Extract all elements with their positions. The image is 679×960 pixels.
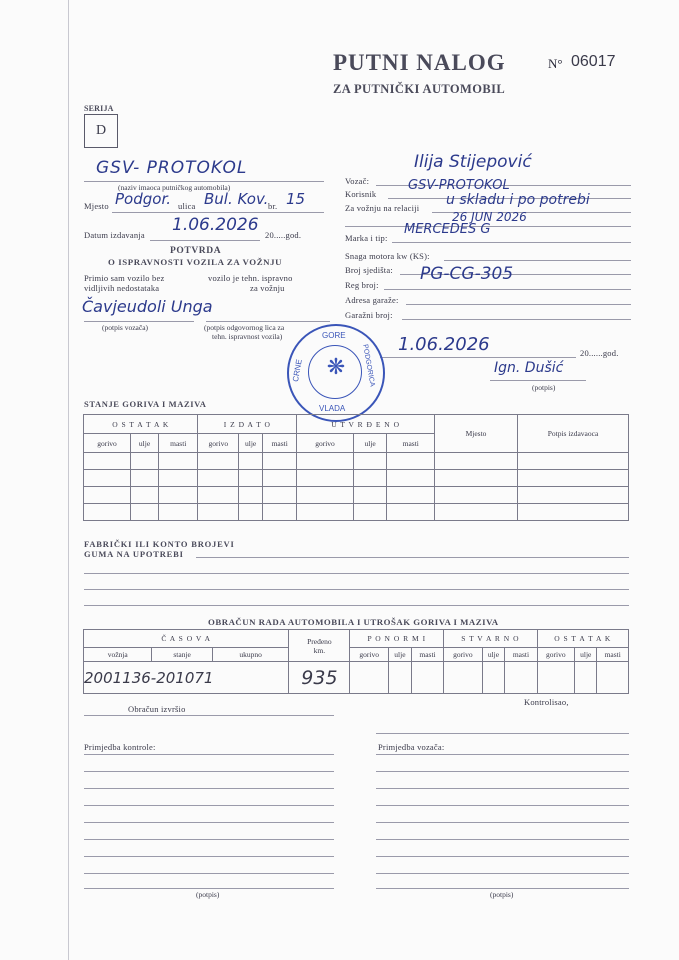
fuel-potpis-header: Potpis izdavaoca [518, 415, 629, 453]
fuel-table [83, 414, 629, 521]
remark-line [84, 822, 334, 823]
calc-stvarno-header: S T V A R N O [444, 630, 537, 648]
issuer-signature: Ign. Dušić [494, 360, 564, 376]
fuel-col-ulje: ulje [131, 434, 159, 453]
primio-text-2: vidljivih nedostataka [84, 283, 160, 293]
vozilo-text-1: vozilo je tehn. ispravno [208, 273, 293, 283]
remark-line [376, 805, 629, 806]
primio-text-1: Primio sam vozilo bez [84, 273, 165, 283]
remark-line [376, 788, 629, 789]
potpis-issuer: (potpis) [532, 383, 556, 392]
korisnik-label: Korisnik [345, 189, 377, 199]
fuel-col-ulje: ulje [353, 434, 387, 453]
tires-title-2: GUMA NA UPOTREBI [84, 549, 184, 559]
stamp-text-top: GORE [322, 331, 346, 340]
official-stamp [287, 324, 385, 422]
potvrda-subtitle: O ISPRAVNOSTI VOZILA ZA VOŽNJU [108, 257, 283, 267]
kontrolisao: Kontrolisao, [524, 697, 569, 707]
reg-label: Reg broj: [345, 280, 379, 290]
calc-col-stanje: stanje [152, 648, 212, 662]
primjedba-vozaca: Primjedba vozača: [378, 742, 445, 752]
stamp-text-right: PODGORICA [361, 343, 376, 388]
fuel-group-ostatak: O S T A T A K [84, 415, 198, 434]
vehicle-owner-caption: (naziv imaoca putničkog automobila) [118, 183, 231, 192]
obracun-izvrsio: Obračun izvršio [128, 704, 186, 714]
calc-km-value: 935 [289, 662, 350, 694]
calc-col-gorivo: gorivo [444, 648, 482, 662]
potpis-odgovornog-1: (potpis odgovornog lica za [204, 323, 285, 332]
fuel-group-utvrdjeno: U T V R Đ E N O [297, 415, 435, 434]
calc-col-ukupno: ukupno [212, 648, 289, 662]
remark-line [376, 771, 629, 772]
fuel-col-masti: masti [159, 434, 198, 453]
calc-col-ulje: ulje [575, 648, 597, 662]
fuel-col-masti: masti [387, 434, 435, 453]
potvrda-title: POTVRDA [170, 246, 222, 256]
remark-line [84, 856, 334, 857]
issue-date: 1.06.2026 [398, 334, 490, 355]
form-subtitle: ZA PUTNIČKI AUTOMOBIL [333, 82, 506, 96]
datum-value: 1.06.2026 [172, 215, 259, 235]
mjesto-label: Mjesto [84, 201, 109, 211]
garazni-label: Garažni broj: [345, 310, 393, 320]
serija-label: SERIJA [84, 104, 114, 113]
form-number: 06017 [571, 53, 616, 70]
calc-col-voznja: vožnja [84, 648, 152, 662]
korisnik-value: GSV-PROTOKOL [408, 178, 510, 193]
br-value: 15 [286, 190, 306, 208]
calc-title: OBRAČUN RADA AUTOMOBILA I UTROŠAK GORIVA I MAZIVA [208, 617, 499, 627]
potpis-kontrole: (potpis) [196, 890, 220, 899]
driver-signature: Čavjeudoli Unga [82, 297, 213, 316]
calc-casova-header: Č A S O V A [84, 630, 289, 648]
remark-line [376, 856, 629, 857]
serija-value: D [95, 123, 107, 138]
calc-col-gorivo: gorivo [350, 648, 389, 662]
calc-col-gorivo: gorivo [537, 648, 575, 662]
potpis-vozaca-remark: (potpis) [490, 890, 514, 899]
remark-line [84, 839, 334, 840]
potpis-odgovornog-2: tehn. ispravnost vozila) [212, 332, 283, 341]
calc-col-ulje: ulje [482, 648, 505, 662]
snaga-label: Snaga motora kw (KS): [345, 251, 430, 261]
calc-col-masti: masti [411, 648, 443, 662]
issue-suffix: 20......god. [580, 348, 619, 358]
calc-table [83, 629, 629, 694]
fuel-mjesto-header: Mjesto [435, 415, 518, 453]
stamp-text-bottom: VLADA [319, 404, 346, 413]
form-title: PUTNI NALOG [333, 50, 506, 75]
calc-predjeno-header [289, 630, 350, 662]
mjesto-value: Podgor. [115, 190, 172, 208]
calc-predjeno-2: km. [313, 645, 326, 655]
stamp-text-left: CRNE [290, 358, 304, 383]
primjedba-kontrole: Primjedba kontrole: [84, 742, 156, 752]
marka-value: MERCEDES G [404, 222, 491, 237]
datum-suffix: 20.....god. [265, 230, 302, 240]
form-number-prefix: N° [548, 56, 563, 71]
coat-of-arms-icon: ❋ [326, 354, 346, 379]
calc-hours-value: 2001136-201071 [84, 662, 289, 694]
reg-value: PG-CG-305 [420, 264, 514, 284]
relacija-label: Za vožnju na relaciji [345, 203, 420, 213]
remark-line [84, 873, 334, 874]
remark-line [376, 888, 629, 889]
relacija-value: u skladu i po potrebi [446, 192, 590, 208]
sjedista-label: Broj sjedišta: [345, 265, 393, 275]
ulica-label: ulica [178, 201, 196, 211]
calc-col-ulje: ulje [388, 648, 411, 662]
marka-label: Marka i tip: [345, 233, 388, 243]
fuel-col-gorivo: gorivo [84, 434, 131, 453]
fuel-group-izdato: I Z D A T O [198, 415, 297, 434]
vehicle-owner-value: GSV- PROTOKOL [96, 158, 248, 178]
vozilo-text-2: za vožnju [250, 283, 285, 293]
margin-line [68, 0, 69, 960]
calc-predjeno-1: Pređeno [307, 636, 332, 646]
calc-col-masti: masti [505, 648, 537, 662]
remark-line [84, 888, 334, 889]
remark-line [376, 822, 629, 823]
calc-ponormi-header: P O N O R M I [350, 630, 444, 648]
fuel-col-ulje: ulje [239, 434, 263, 453]
fuel-col-masti: masti [263, 434, 297, 453]
potpis-vozaca: (potpis vozača) [102, 323, 149, 332]
fuel-col-gorivo: gorivo [297, 434, 354, 453]
datum-label: Datum izdavanja [84, 230, 145, 240]
remark-line [376, 873, 629, 874]
serija-box [84, 114, 118, 148]
calc-col-masti: masti [597, 648, 629, 662]
relacija-date: 26 JUN 2026 [452, 210, 527, 224]
tires-title-1: FABRIČKI ILI KONTO BROJEVI [84, 539, 235, 549]
ulica-value: Bul. Kov. [204, 190, 269, 208]
remark-line [84, 805, 334, 806]
adresa-label: Adresa garaže: [345, 295, 399, 305]
remark-line [376, 839, 629, 840]
remark-line [84, 771, 334, 772]
calc-ostatak-header: O S T A T A K [537, 630, 628, 648]
br-label: br. [268, 201, 278, 211]
vozac-value: Ilija Stijepović [414, 152, 532, 172]
remark-line [84, 754, 334, 755]
remark-line [376, 754, 629, 755]
remark-line [84, 788, 334, 789]
fuel-section-title: STANJE GORIVA I MAZIVA [84, 399, 207, 409]
fuel-col-gorivo: gorivo [198, 434, 239, 453]
vozac-label: Vozač: [345, 176, 370, 186]
